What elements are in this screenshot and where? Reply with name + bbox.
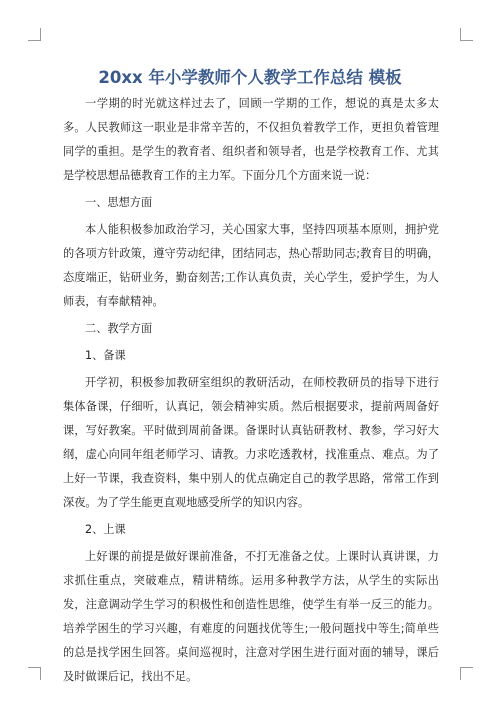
document-title: 20xx 年小学教师个人教学工作总结 模板 xyxy=(98,68,402,87)
section-heading: 二、教学方面 xyxy=(85,322,153,335)
section-heading: 一、思想方面 xyxy=(85,196,153,209)
crop-mark-bottom-left xyxy=(28,667,41,680)
crop-mark-top-left xyxy=(28,28,41,41)
crop-mark-bottom-right xyxy=(460,667,473,680)
document-body xyxy=(63,92,439,692)
body-paragraph: 开学初，积极参加教研室组织的教研活动，在师校教研员的指导下进行集体备课，仔细听，认真记，领会精神实质。然后根据要求，提前两周备好课，写好教案。平时做到周前备课。备课时认真钻研教材、教参，学习好大纲，虚心向同年组老师学习、请教。力求吃透教材，找准重点、难点。为了上好一节课，我查资料，集中别人的优点确定自己的教学思路，常常工作到深夜。为了学生能更直观地感受所学的知识内容。 xyxy=(63,376,439,509)
section-heading: 1、备课 xyxy=(85,349,126,362)
body-paragraph: 上好课的前提是做好课前准备，不打无准备之仗。上课时认真讲课，力求抓住重点，突破难点，精讲精练。运用多种教学方法，从学生的实际出发，注意调动学生学习的积极性和创造性思维，使学生有举一反三的能力。培养学困生的学习兴趣，有难度的问题找优等生;一般问题找中等生;简单些的总是找学困生回答。桌间巡视时，注意对学困生进行面对面的辅导，课后及时做课后记，找出不足。 xyxy=(63,550,439,683)
crop-mark-top-right xyxy=(460,28,473,41)
body-paragraph: 本人能积极参加政治学习，关心国家大事，坚持四项基本原则，拥护党的各项方针政策，遵守劳动纪律，团结同志，热心帮助同志;教育目的明确，态度端正，钻研业务，勤奋刻苦;工作认真负责，关心学生，爱护学生，为人师表，有奉献精神。 xyxy=(63,223,439,308)
section-heading: 2、上课 xyxy=(85,523,126,536)
body-paragraph: 一学期的时光就这样过去了，回顾一学期的工作，想说的真是太多太多。人民教师这一职业是非常辛苦的，不仅担负着教学工作，更担负着管理同学的重担。是学生的教育者、组织者和领导者，也是学校教育工作、尤其是学校思想品德教育工作的主力军。下面分几个方面来说一说： xyxy=(63,97,439,182)
